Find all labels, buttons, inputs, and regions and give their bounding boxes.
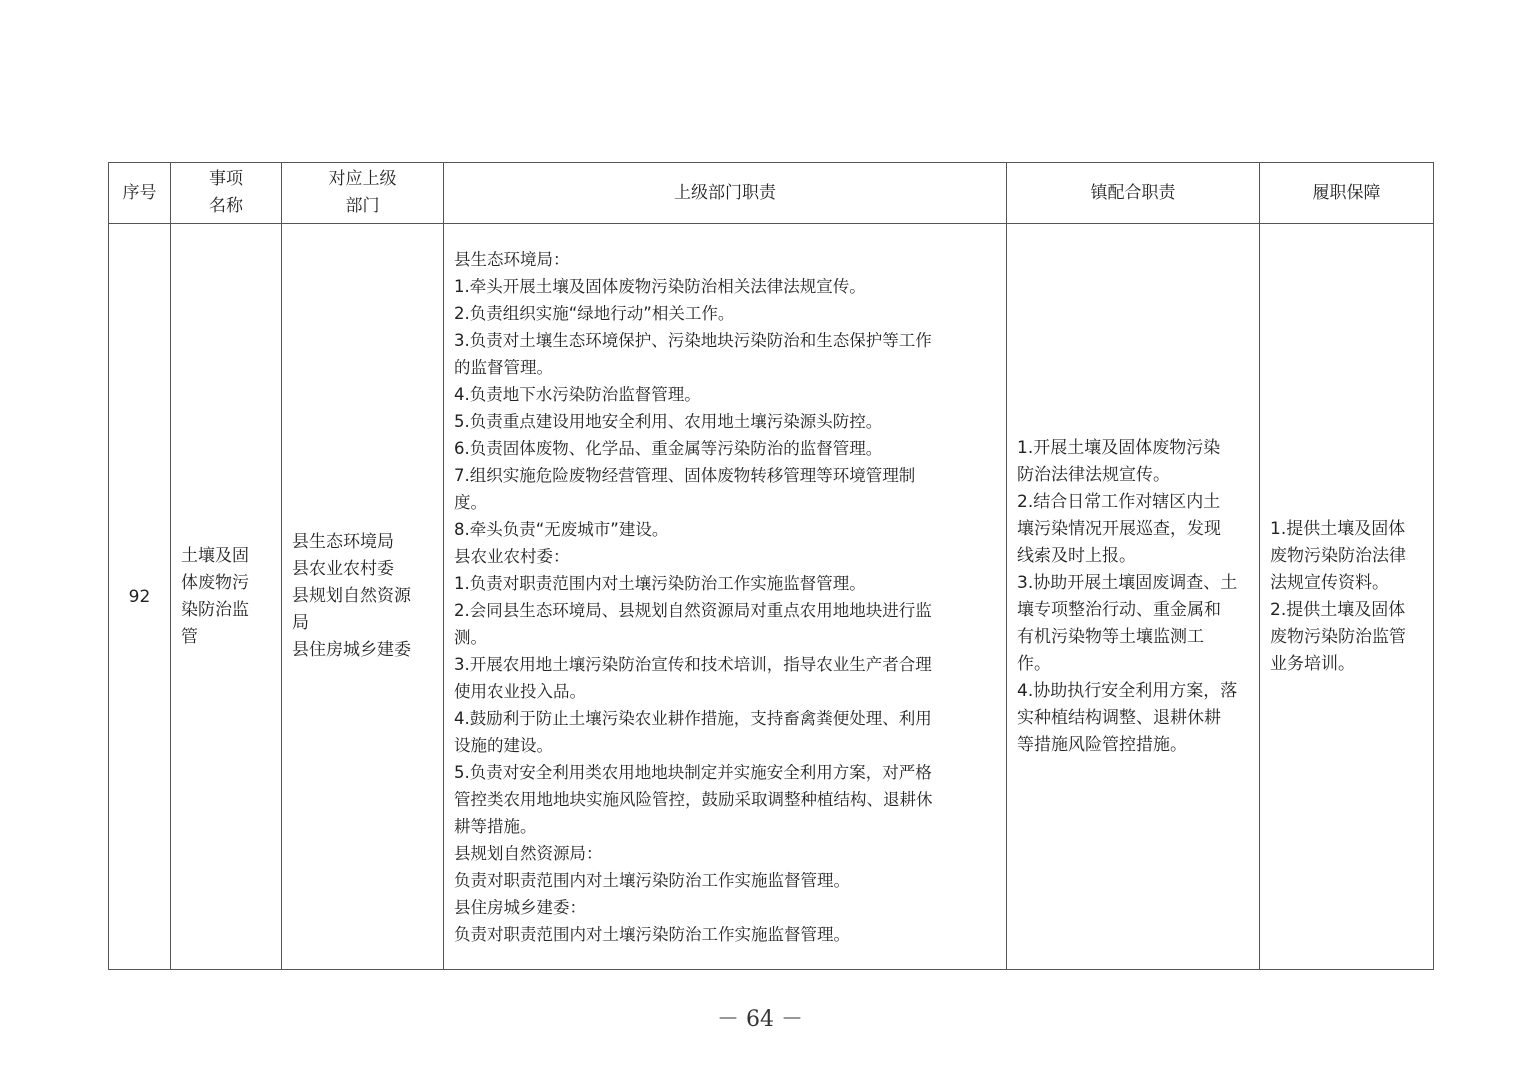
text-line: 县规划自然资源局： [454,843,603,863]
text-line: 8.牵头负责“无废城市”建设。 [454,519,669,539]
text-line: 测。 [454,627,487,647]
header-dept-line: 对应上级 [328,169,397,189]
text-line: 1.提供土壤及固体 [1270,518,1406,539]
text-line: 法规宣传资料。 [1270,572,1389,593]
text-line: 2.会同县生态环境局、县规划自然资源局对重点农用地地块进行监 [454,600,932,620]
text-line: 使用农业投入品。 [454,681,586,701]
text-line: 7.组织实施危险废物经营管理、固体废物转移管理等环境管理制 [454,465,916,485]
text-line: 土壤及固 [181,545,249,566]
header-item-line: 名称 [209,196,243,216]
text-line: 5.负责重点建设用地安全利用、农用地土壤污染源头防控。 [454,411,883,431]
text-line: 管控类农用地地块实施风险管控，鼓励采取调整种植结构、退耕休 [454,789,933,809]
header-guarantee: 履职保障 [1260,163,1434,224]
text-line: 染防治监 [181,599,249,620]
text-line: 3.负责对土壤生态环境保护、污染地块污染防治和生态保护等工作 [454,330,932,350]
page-number: － 64 － [717,1007,803,1032]
text-line: 县农业农村委 [292,559,394,579]
text-line: 废物污染防治监管 [1270,626,1406,647]
text-line: 业务培训。 [1270,653,1355,674]
departments-lines [292,529,435,664]
text-line: 3.协助开展土壤固废调查、土 [1017,572,1238,593]
text-line: 县住房城乡建委 [292,640,411,660]
text-line: 2.负责组织实施“绿地行动”相关工作。 [454,303,735,323]
text-line: 耕等措施。 [454,816,537,836]
header-item-line: 事项 [209,169,243,189]
text-line: 壤专项整治行动、重金属和 [1017,599,1221,620]
text-line: 6.负责固体废物、化学品、重金属等污染防治的监督管理。 [454,438,883,458]
upper-duties-cell [444,224,1007,970]
text-line: 4.负责地下水污染防治监督管理。 [454,384,701,404]
text-line: 县规划自然资源 [292,586,411,606]
text-line: 4.协助执行安全利用方案，落 [1017,680,1238,701]
item-name-cell [171,224,282,970]
text-line: 1.开展土壤及固体废物污染 [1017,437,1221,458]
text-line: 5.负责对安全利用类农用地地块制定并实施安全利用方案，对严格 [454,762,932,782]
text-line: 负责对职责范围内对土壤污染防治工作实施监督管理。 [454,924,850,944]
text-line: 体废物污 [181,572,249,593]
town-duties-cell [1007,224,1260,970]
text-line: 1.牵头开展土壤及固体废物污染防治相关法律法规宣传。 [454,276,866,296]
text-line: 县农业农村委： [454,546,570,566]
guarantee-lines [1270,516,1425,678]
text-line: 壤污染情况开展巡查，发现 [1017,518,1221,539]
text-line: 负责对职责范围内对土壤污染防治工作实施监督管理。 [454,870,850,890]
item-name-lines [181,543,273,651]
text-line: 2.结合日常工作对辖区内土 [1017,491,1221,512]
header-upper-duty: 上级部门职责 [444,163,1007,224]
town-duties-lines [1017,435,1251,759]
text-line: 有机污染物等土壤监测工 [1017,626,1204,647]
header-seq: 序号 [109,163,171,224]
upper-duties-lines [454,246,998,948]
text-line: 的监督管理。 [454,357,553,377]
text-line: 等措施风险管控措施。 [1017,734,1187,755]
text-line: 3.开展农用地土壤污染防治宣传和技术培训，指导农业生产者合理 [454,654,932,674]
text-line: 实种植结构调整、退耕休耕 [1017,707,1221,728]
text-line: 1.负责对职责范围内对土壤污染防治工作实施监督管理。 [454,573,866,593]
text-line: 度。 [454,492,487,512]
text-line: 县生态环境局 [292,532,394,552]
header-row [109,163,1434,224]
header-item-name [171,163,282,224]
text-line: 作。 [1017,653,1051,674]
text-line: 4.鼓励利于防止土壤污染农业耕作措施，支持畜禽粪便处理、利用 [454,708,932,728]
text-line: 2.提供土壤及固体 [1270,599,1406,620]
header-department [282,163,444,224]
duty-table [108,162,1434,970]
text-line: 县生态环境局： [454,249,570,269]
header-dept-line: 部门 [345,196,380,216]
table-row [109,224,1434,970]
text-line: 设施的建设。 [454,735,553,755]
text-line: 管 [181,626,198,647]
text-line: 防治法律法规宣传。 [1017,464,1170,485]
seq-cell: 92 [109,224,171,970]
text-line: 县住房城乡建委： [454,897,586,917]
text-line: 废物污染防治法律 [1270,545,1406,566]
guarantee-cell [1260,224,1434,970]
text-line: 线索及时上报。 [1017,545,1136,566]
text-line: 局 [292,613,309,633]
departments-cell [282,224,444,970]
header-town-duty: 镇配合职责 [1007,163,1260,224]
